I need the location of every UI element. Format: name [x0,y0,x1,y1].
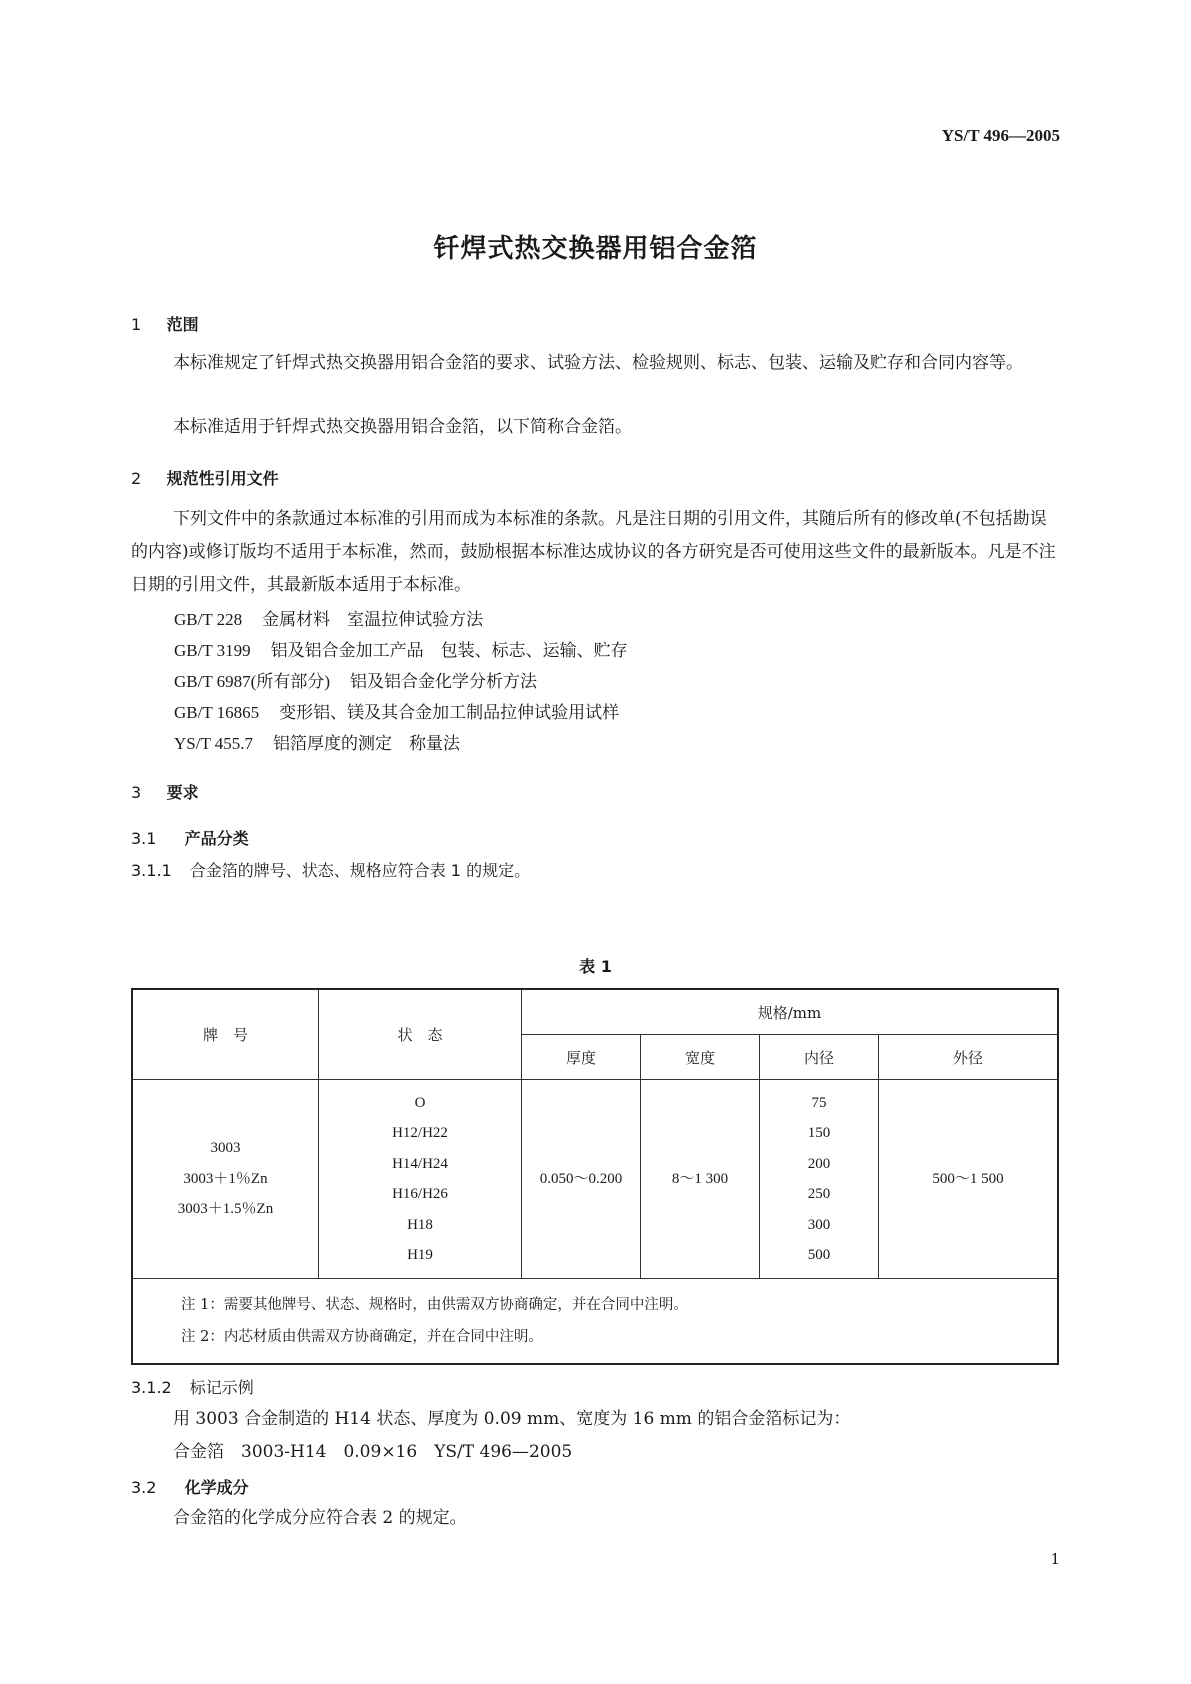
reference-item [174,636,628,661]
grade-value: 3003＋1％Zn [183,1170,268,1187]
cell-width: 8～1 300 [641,1080,760,1279]
reference-item [174,605,483,630]
section-1-heading [131,312,199,335]
reference-item [174,698,619,723]
section-3-2-heading [131,1475,249,1498]
section-3-heading [131,780,199,803]
header-inner-diameter: 内径 [760,1035,879,1080]
section-title: 规范性引用文件 [166,469,279,488]
inner-diameter-value: 200 [807,1155,831,1172]
section-number: 3.1 [131,829,157,848]
section-number: 3 [131,783,142,802]
grade-value: 3003 [210,1140,241,1157]
section-title: 化学成分 [184,1478,249,1497]
section-number: 2 [131,469,142,488]
section-number: 3.1.2 [131,1378,172,1397]
table-1 [131,988,1059,1365]
inner-diameter-value: 500 [807,1247,831,1263]
section-3-1-heading [131,826,249,849]
section-3-1-2-para: 用 3003 合金制造的 H14 状态、厚度为 0.09 mm、宽度为 16 mm 的铝合金箔标记为： [173,1409,851,1429]
cell-thickness: 0.050～0.200 [522,1080,641,1279]
reference-title: 金属材料 室温拉伸试验方法 [262,610,484,630]
section-1-para-2: 本标准适用于钎焊式热交换器用铝合金箔，以下简称合金箔。 [173,417,632,437]
reference-item [174,729,460,754]
header-spec-group: 规格/mm [522,989,1059,1035]
cell-grades [132,1080,319,1279]
temper-value: H12/H22 [392,1125,448,1141]
section-2-para: 下列文件中的条款通过本标准的引用而成为本标准的条款。凡是注日期的引用文件，其随后所有的修改单(不包括勘误的内容)或修订版均不适用于本标准，然而，鼓励根据本标准达成协议的各方研究是否可使用这些文件的最新版本。凡是不注日期的引用文件，其最新版本适用于本标准。 [131,509,1056,595]
inner-diameter-value: 75 [811,1094,827,1111]
header-grade: 牌 号 [132,989,319,1080]
table-note: 注 2：内芯材质由供需双方协商确定，并在合同中注明。 [181,1329,543,1345]
header-temper: 状 态 [319,989,522,1080]
header-thickness: 厚度 [522,1035,641,1080]
header-outer-diameter: 外径 [879,1035,1059,1080]
reference-title: 变形铝、镁及其合金加工制品拉伸试验用试样 [279,703,620,723]
cell-tempers [319,1080,522,1279]
section-3-2-para: 合金箔的化学成分应符合表 2 的规定。 [173,1508,467,1528]
section-3-1-1 [131,858,530,881]
inner-diameter-value: 150 [807,1125,831,1141]
reference-code: GB/T 6987(所有部分) [174,672,330,691]
table-note: 注 1：需要其他牌号、状态、规格时，由供需双方协商确定，并在合同中注明。 [181,1297,688,1313]
temper-value: H16/H26 [392,1186,448,1202]
marking-example: 合金箔 3003-H14 0.09×16 YS/T 496—2005 [173,1442,573,1462]
standard-code: YS/T 496—2005 [941,126,1060,145]
inner-diameter-value: 300 [807,1216,831,1233]
section-3-1-2-heading [131,1375,254,1398]
section-1-para-1: 本标准规定了钎焊式热交换器用铝合金箔的要求、试验方法、检验规则、标志、包装、运输及贮存和合同内容等。 [173,353,1023,373]
section-number: 1 [131,315,142,334]
reference-code: GB/T 228 [174,610,243,629]
reference-title: 铝及铝合金化学分析方法 [350,672,537,692]
temper-value: H19 [407,1247,433,1263]
reference-title: 铝及铝合金加工产品 包装、标志、运输、贮存 [270,641,628,661]
section-title: 范围 [166,315,199,334]
reference-title: 铝箔厚度的测定 称量法 [273,734,461,754]
cell-inner-diameters [760,1080,879,1279]
cell-outer-diameter: 500～1 500 [879,1080,1059,1279]
header-width: 宽度 [641,1035,760,1080]
table-notes [132,1279,1058,1365]
section-text: 合金箔的牌号、状态、规格应符合表 1 的规定。 [189,861,531,880]
temper-value: O [414,1094,426,1111]
table-caption: 表 1 [579,957,612,976]
section-title: 标记示例 [189,1378,254,1397]
page-number: 1 [1050,1550,1060,1568]
section-number: 3.1.1 [131,861,172,880]
document-title: 钎焊式热交换器用铝合金箔 [433,234,758,264]
temper-value: H14/H24 [392,1155,448,1172]
temper-value: H18 [407,1216,433,1233]
inner-diameter-value: 250 [807,1186,831,1202]
section-title: 产品分类 [184,829,249,848]
section-number: 3.2 [131,1478,157,1497]
section-title: 要求 [166,783,199,802]
section-2-heading [131,466,279,489]
reference-code: GB/T 3199 [174,641,251,660]
reference-code: GB/T 16865 [174,703,260,722]
reference-item [174,667,537,692]
grade-value: 3003＋1.5％Zn [177,1201,274,1218]
reference-code: YS/T 455.7 [174,734,254,753]
